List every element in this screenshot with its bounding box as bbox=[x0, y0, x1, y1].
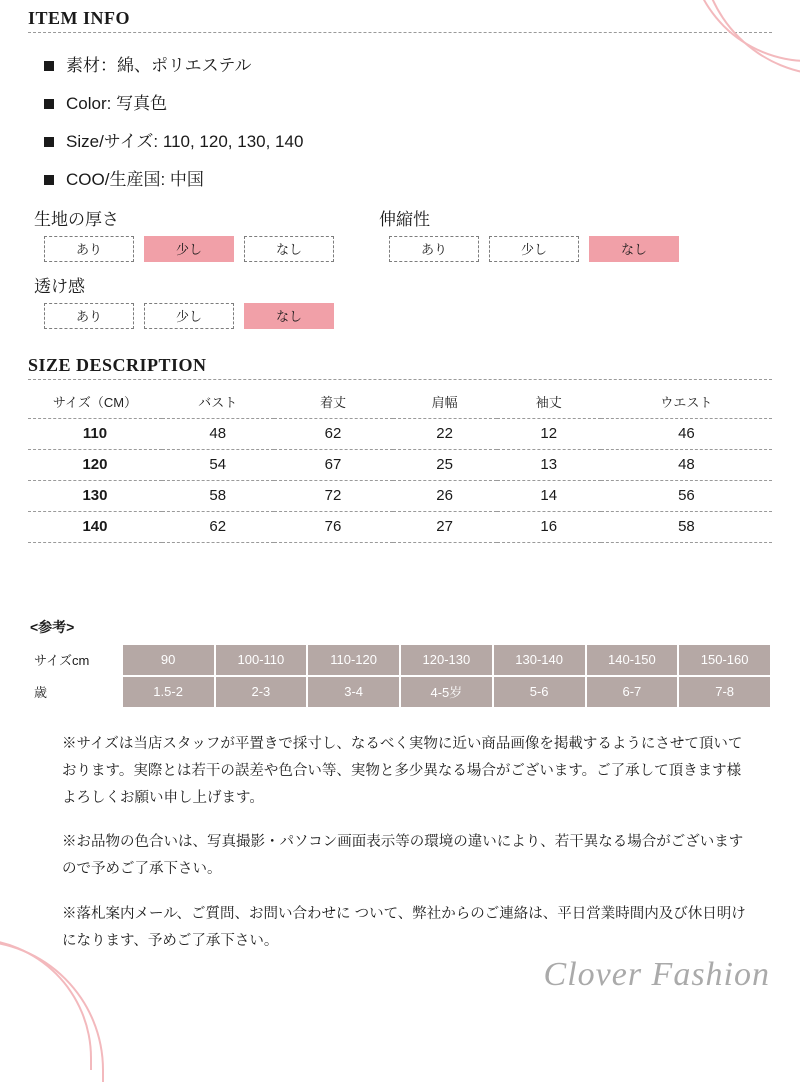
spec-list bbox=[28, 47, 772, 199]
cell-size: 140 bbox=[28, 512, 162, 543]
spec-text: COO/生産国: 中国 bbox=[66, 170, 204, 189]
sheerness-label: 透け感 bbox=[34, 277, 85, 296]
list-item bbox=[44, 123, 772, 161]
item-info-divider bbox=[28, 32, 772, 33]
reference-size-cell: 120-130 bbox=[401, 645, 492, 675]
square-bullet-icon bbox=[44, 61, 54, 71]
reference-row-label-size: サイズcm bbox=[30, 645, 121, 675]
cell-sleeve: 14 bbox=[497, 481, 601, 512]
cell-bust: 54 bbox=[162, 450, 274, 481]
table-row bbox=[30, 645, 770, 675]
brand-watermark: Clover Fashion bbox=[543, 956, 770, 993]
sheerness-option-nashi[interactable]: なし bbox=[244, 303, 334, 329]
reference-size-cell: 150-160 bbox=[679, 645, 770, 675]
square-bullet-icon bbox=[44, 99, 54, 109]
table-row bbox=[28, 481, 772, 512]
cell-waist: 56 bbox=[601, 481, 772, 512]
size-description-title: SIZE DESCRIPTION bbox=[28, 355, 207, 375]
attribute-block bbox=[28, 205, 772, 329]
cell-length: 67 bbox=[274, 450, 393, 481]
reference-size-cell: 110-120 bbox=[308, 645, 399, 675]
cell-length: 62 bbox=[274, 419, 393, 450]
notes-section bbox=[28, 731, 772, 955]
column-header: ウエスト bbox=[601, 386, 772, 419]
cell-sleeve: 13 bbox=[497, 450, 601, 481]
reference-age-cell: 3-4 bbox=[308, 677, 399, 707]
table-row bbox=[28, 419, 772, 450]
decorative-corner-bottom-left-outer bbox=[0, 940, 104, 1082]
stretch-options bbox=[373, 236, 718, 262]
decorative-corner-bottom-left bbox=[0, 938, 92, 1070]
spec-text: Color: 写真色 bbox=[66, 94, 168, 113]
cell-size: 110 bbox=[28, 419, 162, 450]
sheerness-group bbox=[28, 272, 373, 329]
reference-age-cell: 7-8 bbox=[679, 677, 770, 707]
cell-size: 120 bbox=[28, 450, 162, 481]
spec-text: 素材：綿、ポリエステル bbox=[66, 56, 252, 75]
attribute-row-1 bbox=[28, 205, 772, 262]
thickness-label: 生地の厚さ bbox=[34, 210, 119, 229]
thickness-option-sukoshi[interactable]: 少し bbox=[144, 236, 234, 262]
column-header: サイズ（CM） bbox=[28, 386, 162, 419]
reference-age-cell: 4-5岁 bbox=[401, 677, 492, 707]
sheerness-option-sukoshi[interactable]: 少し bbox=[144, 303, 234, 329]
spec-text: Size/サイズ: 110, 120, 130, 140 bbox=[66, 132, 304, 151]
stretch-option-sukoshi[interactable]: 少し bbox=[489, 236, 579, 262]
reference-row-label-age: 歳 bbox=[30, 677, 121, 707]
cell-sleeve: 12 bbox=[497, 419, 601, 450]
column-header: バスト bbox=[162, 386, 274, 419]
cell-waist: 46 bbox=[601, 419, 772, 450]
cell-shoulder: 27 bbox=[393, 512, 497, 543]
column-header: 袖丈 bbox=[497, 386, 601, 419]
note-text: ※サイズは当店スタッフが平置きで採寸し、なるべく実物に近い商品画像を掲載するようにさせて頂いております。実際とは若干の誤差や色合い等、実物と多少異なる場合がございます。ご了承して頂きます様よろしくお願い申し上げます。 bbox=[62, 736, 743, 806]
thickness-group bbox=[28, 205, 373, 262]
sheerness-options bbox=[28, 303, 373, 329]
size-table bbox=[28, 386, 772, 543]
cell-waist: 48 bbox=[601, 450, 772, 481]
reference-size-cell: 140-150 bbox=[587, 645, 678, 675]
reference-label: <参考> bbox=[30, 619, 75, 635]
square-bullet-icon bbox=[44, 137, 54, 147]
table-row bbox=[30, 677, 770, 707]
table-header-row bbox=[28, 386, 772, 419]
cell-waist: 58 bbox=[601, 512, 772, 543]
cell-bust: 62 bbox=[162, 512, 274, 543]
reference-size-cell: 130-140 bbox=[494, 645, 585, 675]
note-text: ※お品物の色合いは、写真撮影・パソコン画面表示等の環境の違いにより、若干異なる場合がございますので予めご了承下さい。 bbox=[62, 834, 744, 878]
cell-shoulder: 25 bbox=[393, 450, 497, 481]
cell-bust: 48 bbox=[162, 419, 274, 450]
list-item bbox=[44, 161, 772, 199]
list-item bbox=[44, 85, 772, 123]
thickness-option-ari[interactable]: あり bbox=[44, 236, 134, 262]
thickness-option-nashi[interactable]: なし bbox=[244, 236, 334, 262]
item-info-title: ITEM INFO bbox=[28, 8, 131, 28]
column-header: 肩幅 bbox=[393, 386, 497, 419]
reference-age-cell: 6-7 bbox=[587, 677, 678, 707]
reference-age-cell: 2-3 bbox=[216, 677, 307, 707]
note-text: ※落札案内メール、ご質問、お問い合わせに ついて、弊社からのご連絡は、平日営業時間内及び休日明けになります、予めご了承下さい。 bbox=[62, 906, 746, 949]
reference-age-cell: 5-6 bbox=[494, 677, 585, 707]
list-item bbox=[44, 47, 772, 85]
stretch-option-ari[interactable]: あり bbox=[389, 236, 479, 262]
stretch-label: 伸縮性 bbox=[379, 210, 430, 229]
attribute-row-2 bbox=[28, 272, 772, 329]
cell-shoulder: 26 bbox=[393, 481, 497, 512]
reference-size-cell: 90 bbox=[123, 645, 214, 675]
table-row bbox=[28, 450, 772, 481]
attribute-spacer bbox=[373, 272, 718, 329]
column-header: 着丈 bbox=[274, 386, 393, 419]
table-row bbox=[28, 512, 772, 543]
sheerness-option-ari[interactable]: あり bbox=[44, 303, 134, 329]
cell-shoulder: 22 bbox=[393, 419, 497, 450]
square-bullet-icon bbox=[44, 175, 54, 185]
stretch-option-nashi[interactable]: なし bbox=[589, 236, 679, 262]
cell-sleeve: 16 bbox=[497, 512, 601, 543]
reference-size-cell: 100-110 bbox=[216, 645, 307, 675]
reference-age-cell: 1.5-2 bbox=[123, 677, 214, 707]
size-description-divider bbox=[28, 379, 772, 380]
stretch-group bbox=[373, 205, 718, 262]
reference-table bbox=[28, 643, 772, 709]
cell-length: 76 bbox=[274, 512, 393, 543]
cell-size: 130 bbox=[28, 481, 162, 512]
thickness-options bbox=[28, 236, 373, 262]
cell-length: 72 bbox=[274, 481, 393, 512]
cell-bust: 58 bbox=[162, 481, 274, 512]
